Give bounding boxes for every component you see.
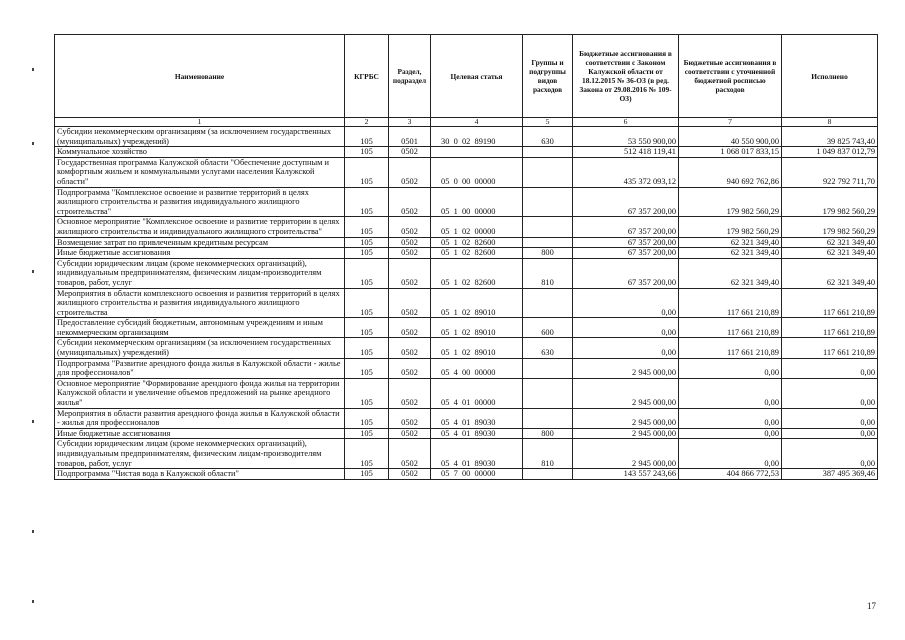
row-law-allocation: 143 557 243,66 <box>573 469 679 480</box>
header-law-allocation: Бюджетные ассигнования в соответствии с Законом Калужской области от 18.12.2015 № 36-ОЗ (в ред. Закона от 29.08.2016 № 109-ОЗ) <box>573 35 679 118</box>
row-section: 0502 <box>389 147 431 158</box>
header-refined-allocation: Бюджетные ассигнования в соответствии с уточненной бюджетной росписью расходов <box>679 35 782 118</box>
row-refined-allocation: 0,00 <box>679 408 782 428</box>
row-section: 0502 <box>389 288 431 318</box>
binding-marks <box>32 60 36 630</box>
column-number-row <box>55 118 878 127</box>
row-expense-group: 600 <box>523 318 573 338</box>
binding-mark <box>32 68 34 71</box>
row-target-article: 05 4 01 89030 <box>431 439 523 469</box>
row-refined-allocation: 0,00 <box>679 439 782 469</box>
row-name: Субсидии некоммерческим организациям (за исключением государственных (муниципальных) учреждений) <box>55 338 345 358</box>
table-row <box>55 288 878 318</box>
row-section: 0502 <box>389 338 431 358</box>
header-row <box>55 35 878 118</box>
row-name: Субсидии юридическим лицам (кроме некоммерческих организаций), индивидуальным предпринимателям, физическим лицам-производителям товаров, работ, услуг <box>55 439 345 469</box>
row-kgrbs: 105 <box>345 187 389 217</box>
row-section: 0501 <box>389 127 431 147</box>
binding-mark <box>32 530 34 533</box>
row-kgrbs: 105 <box>345 288 389 318</box>
column-number: 6 <box>573 118 679 127</box>
header-section: Раздел, подраздел <box>389 35 431 118</box>
row-executed: 62 321 349,40 <box>782 258 878 288</box>
row-executed: 62 321 349,40 <box>782 248 878 259</box>
row-refined-allocation: 40 550 900,00 <box>679 127 782 147</box>
column-number: 8 <box>782 118 878 127</box>
row-law-allocation: 2 945 000,00 <box>573 439 679 469</box>
row-law-allocation: 2 945 000,00 <box>573 408 679 428</box>
row-section: 0502 <box>389 157 431 187</box>
row-refined-allocation: 1 068 017 833,15 <box>679 147 782 158</box>
row-kgrbs: 105 <box>345 338 389 358</box>
row-refined-allocation: 940 692 762,86 <box>679 157 782 187</box>
row-executed: 179 982 560,29 <box>782 217 878 237</box>
row-executed: 0,00 <box>782 378 878 408</box>
table-row <box>55 318 878 338</box>
row-executed: 117 661 210,89 <box>782 318 878 338</box>
row-target-article: 05 7 00 00000 <box>431 469 523 480</box>
row-expense-group <box>523 157 573 187</box>
row-section: 0502 <box>389 217 431 237</box>
row-target-article: 05 4 00 00000 <box>431 358 523 378</box>
row-name: Субсидии юридическим лицам (кроме некоммерческих организаций), индивидуальным предпринимателям, физическим лицам-производителям товаров, работ, услуг <box>55 258 345 288</box>
row-executed: 1 049 837 012,79 <box>782 147 878 158</box>
page-number: 17 <box>867 601 876 611</box>
row-refined-allocation: 117 661 210,89 <box>679 318 782 338</box>
row-executed: 62 321 349,40 <box>782 237 878 248</box>
row-section: 0502 <box>389 258 431 288</box>
column-number: 7 <box>679 118 782 127</box>
row-refined-allocation: 117 661 210,89 <box>679 338 782 358</box>
row-name: Государственная программа Калужской области "Обеспечение доступным и комфортным жильем и коммунальными услугами населения Калужской области" <box>55 157 345 187</box>
table-row <box>55 439 878 469</box>
row-name: Подпрограмма "Комплексное освоение и развитие территорий в целях жилищного строительства и развития индивидуального жилищного строительства" <box>55 187 345 217</box>
row-executed: 922 792 711,70 <box>782 157 878 187</box>
row-target-article: 30 0 02 89190 <box>431 127 523 147</box>
row-target-article: 05 1 02 89010 <box>431 318 523 338</box>
row-target-article: 05 1 02 82600 <box>431 248 523 259</box>
row-refined-allocation: 179 982 560,29 <box>679 217 782 237</box>
row-name: Предоставление субсидий бюджетным, автономным учреждениям и иным некоммерческим организациям <box>55 318 345 338</box>
row-expense-group <box>523 378 573 408</box>
row-law-allocation: 435 372 093,12 <box>573 157 679 187</box>
table-row <box>55 217 878 237</box>
row-kgrbs: 105 <box>345 258 389 288</box>
row-name: Подпрограмма "Чистая вода в Калужской области" <box>55 469 345 480</box>
row-name: Мероприятия в области комплексного освоения и развития территорий в целях жилищного строительства и развития индивидуального жилищного строительства <box>55 288 345 318</box>
row-section: 0502 <box>389 358 431 378</box>
binding-mark <box>32 600 34 603</box>
row-law-allocation: 67 357 200,00 <box>573 217 679 237</box>
table-row <box>55 469 878 480</box>
row-name: Подпрограмма "Развитие арендного фонда жилья в Калужской области - жилье для профессионалов" <box>55 358 345 378</box>
row-expense-group: 800 <box>523 428 573 439</box>
row-executed: 117 661 210,89 <box>782 288 878 318</box>
row-target-article: 05 4 01 89030 <box>431 408 523 428</box>
row-name: Основное мероприятие "Комплексное освоение и развитие территории в целях жилищного строительства и индивидуального жилищного строительства" <box>55 217 345 237</box>
table-row <box>55 338 878 358</box>
row-expense-group <box>523 288 573 318</box>
row-target-article <box>431 147 523 158</box>
column-number: 5 <box>523 118 573 127</box>
row-section: 0502 <box>389 237 431 248</box>
row-section: 0502 <box>389 439 431 469</box>
row-expense-group <box>523 237 573 248</box>
column-number: 1 <box>55 118 345 127</box>
budget-table <box>54 34 878 480</box>
row-target-article: 05 1 00 00000 <box>431 187 523 217</box>
row-kgrbs: 105 <box>345 248 389 259</box>
row-law-allocation: 67 357 200,00 <box>573 248 679 259</box>
row-kgrbs: 105 <box>345 378 389 408</box>
row-expense-group: 630 <box>523 127 573 147</box>
row-refined-allocation: 0,00 <box>679 428 782 439</box>
row-section: 0502 <box>389 408 431 428</box>
column-number: 4 <box>431 118 523 127</box>
row-kgrbs: 105 <box>345 147 389 158</box>
row-name: Иные бюджетные ассигнования <box>55 248 345 259</box>
row-kgrbs: 105 <box>345 318 389 338</box>
table-row <box>55 408 878 428</box>
row-target-article: 05 1 02 00000 <box>431 217 523 237</box>
row-law-allocation: 2 945 000,00 <box>573 378 679 408</box>
row-target-article: 05 0 00 00000 <box>431 157 523 187</box>
row-executed: 0,00 <box>782 358 878 378</box>
row-kgrbs: 105 <box>345 428 389 439</box>
row-name: Мероприятия в области развития арендного фонда жилья в Калужской области - жилья для профессионалов <box>55 408 345 428</box>
table-row <box>55 248 878 259</box>
row-section: 0502 <box>389 428 431 439</box>
row-expense-group <box>523 358 573 378</box>
row-expense-group <box>523 408 573 428</box>
row-law-allocation: 2 945 000,00 <box>573 358 679 378</box>
row-section: 0502 <box>389 318 431 338</box>
row-kgrbs: 105 <box>345 127 389 147</box>
header-kgrbs: КГРБС <box>345 35 389 118</box>
row-target-article: 05 1 02 82600 <box>431 258 523 288</box>
row-target-article: 05 1 02 89010 <box>431 288 523 318</box>
row-kgrbs: 105 <box>345 439 389 469</box>
row-kgrbs: 105 <box>345 237 389 248</box>
column-number: 3 <box>389 118 431 127</box>
row-name: Возмещение затрат по привлеченным кредитным ресурсам <box>55 237 345 248</box>
row-expense-group: 810 <box>523 258 573 288</box>
row-expense-group <box>523 147 573 158</box>
header-expense-group: Группы и подгруппы видов расходов <box>523 35 573 118</box>
row-name: Иные бюджетные ассигнования <box>55 428 345 439</box>
row-expense-group <box>523 469 573 480</box>
row-law-allocation: 2 945 000,00 <box>573 428 679 439</box>
row-law-allocation: 0,00 <box>573 318 679 338</box>
row-section: 0502 <box>389 248 431 259</box>
row-expense-group <box>523 217 573 237</box>
table-row <box>55 258 878 288</box>
row-refined-allocation: 62 321 349,40 <box>679 258 782 288</box>
row-expense-group: 800 <box>523 248 573 259</box>
row-refined-allocation: 404 866 772,53 <box>679 469 782 480</box>
row-section: 0502 <box>389 469 431 480</box>
row-kgrbs: 105 <box>345 157 389 187</box>
table-row <box>55 358 878 378</box>
row-executed: 117 661 210,89 <box>782 338 878 358</box>
row-refined-allocation: 0,00 <box>679 358 782 378</box>
row-expense-group: 630 <box>523 338 573 358</box>
row-executed: 0,00 <box>782 439 878 469</box>
row-refined-allocation: 179 982 560,29 <box>679 187 782 217</box>
row-refined-allocation: 117 661 210,89 <box>679 288 782 318</box>
row-refined-allocation: 62 321 349,40 <box>679 237 782 248</box>
column-number: 2 <box>345 118 389 127</box>
row-name: Субсидии некоммерческим организациям (за исключением государственных (муниципальных) учреждений) <box>55 127 345 147</box>
binding-mark <box>32 142 34 145</box>
row-target-article: 05 4 01 89030 <box>431 428 523 439</box>
row-expense-group: 810 <box>523 439 573 469</box>
row-executed: 387 495 369,46 <box>782 469 878 480</box>
binding-mark <box>32 420 34 423</box>
row-law-allocation: 67 357 200,00 <box>573 237 679 248</box>
table-row <box>55 187 878 217</box>
table-row <box>55 147 878 158</box>
row-section: 0502 <box>389 187 431 217</box>
row-executed: 0,00 <box>782 428 878 439</box>
row-law-allocation: 0,00 <box>573 338 679 358</box>
row-name: Коммунальное хозяйство <box>55 147 345 158</box>
row-section: 0502 <box>389 378 431 408</box>
row-expense-group <box>523 187 573 217</box>
binding-mark <box>32 270 34 273</box>
row-kgrbs: 105 <box>345 408 389 428</box>
row-law-allocation: 67 357 200,00 <box>573 258 679 288</box>
row-refined-allocation: 0,00 <box>679 378 782 408</box>
table-row <box>55 157 878 187</box>
row-executed: 0,00 <box>782 408 878 428</box>
row-law-allocation: 53 550 900,00 <box>573 127 679 147</box>
table-body <box>55 127 878 480</box>
row-kgrbs: 105 <box>345 469 389 480</box>
row-executed: 179 982 560,29 <box>782 187 878 217</box>
row-refined-allocation: 62 321 349,40 <box>679 248 782 259</box>
table-row <box>55 378 878 408</box>
header-executed: Исполнено <box>782 35 878 118</box>
header-target-article: Целевая статья <box>431 35 523 118</box>
header-name: Наименование <box>55 35 345 118</box>
row-law-allocation: 67 357 200,00 <box>573 187 679 217</box>
row-law-allocation: 512 418 119,41 <box>573 147 679 158</box>
table-row <box>55 237 878 248</box>
row-name: Основное мероприятие "Формирование арендного фонда жилья на территории Калужской области и увеличение объемов предложений на рынке арендного жилья" <box>55 378 345 408</box>
table-row <box>55 127 878 147</box>
row-executed: 39 825 743,40 <box>782 127 878 147</box>
row-kgrbs: 105 <box>345 358 389 378</box>
table-row <box>55 428 878 439</box>
row-kgrbs: 105 <box>345 217 389 237</box>
row-target-article: 05 4 01 00000 <box>431 378 523 408</box>
row-target-article: 05 1 02 82600 <box>431 237 523 248</box>
row-target-article: 05 1 02 89010 <box>431 338 523 358</box>
row-law-allocation: 0,00 <box>573 288 679 318</box>
